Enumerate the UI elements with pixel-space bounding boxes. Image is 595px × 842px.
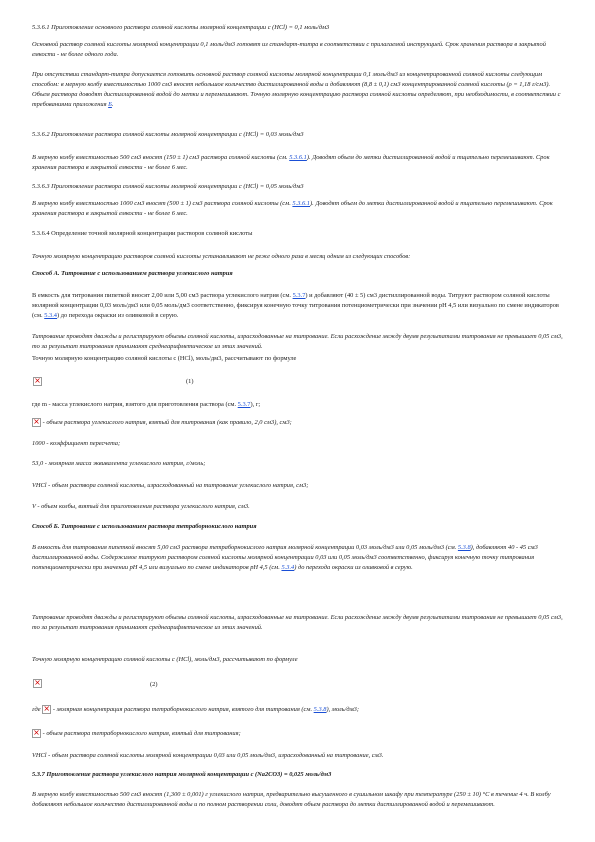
paragraph-method-b-procedure	[32, 543, 563, 573]
method-a-title: Способ А. Титрование с использованием раствора углекислого натрия	[32, 270, 233, 277]
section-heading-5-3-6-1: 5.3.6.1 Приготовление основного раствора соляной кислоты молярной концентрации с (HCl) = 0,1 моль/дм3	[32, 24, 330, 31]
link-5-3-8[interactable]: 5.3.8	[313, 706, 327, 713]
paragraph-text-end: .	[111, 101, 114, 108]
equation-number-1: (1)	[186, 378, 194, 385]
link-5-3-7[interactable]: 5.3.7	[237, 401, 251, 408]
definition-text: - объем раствора тетраборнокислого натрия, взятый для титрования;	[41, 730, 241, 737]
link-5-3-6-1[interactable]: 5.3.6.1	[292, 200, 310, 207]
link-5-3-6-1[interactable]: 5.3.6.1	[289, 154, 307, 161]
definition-text: - объем раствора углекислого натрия, взятый для титрования (как правило, 2,0 см3), см3;	[41, 419, 292, 426]
link-5-3-8[interactable]: 5.3.8	[457, 544, 471, 551]
paragraph-text-mid: ) и добавляют (40 ± 5) см3 дистиллированной воды. Титруют раствором соляной кислоты молярной концентрации 0,03 моль/дм3 или 0,05 моль/дм3 соответственно, фиксируя конечную точку титрования потенциометрически при значении pH 4,5 или визуально по смене индикаторов (см.	[32, 292, 559, 319]
paragraph-0-05-solution	[32, 199, 563, 219]
definition-volume-borax	[32, 729, 563, 739]
paragraph-concentrated-acid	[32, 70, 563, 110]
link-appendix-b[interactable]: Б	[108, 101, 112, 108]
link-5-3-4[interactable]: 5.3.4	[44, 312, 57, 319]
definition-coefficient: 1000 - коэффициент пересчета;	[32, 440, 121, 447]
formula-1-image-icon	[33, 377, 42, 386]
symbol-image-icon	[42, 705, 51, 714]
definition-volume-na2co3	[32, 418, 563, 428]
paragraph-standard-titer: Основной раствор соляной кислоты молярной концентрации 0,1 моль/дм3 готовят из стандарт-титра в соответствии с прилагаемой инструкцией. Срок хранения раствора в закрытой емкости - не более одного года.	[32, 41, 546, 58]
paragraph-text: В емкость для титрования пипеткой вносят 2,00 или 5,00 см3 раствора углекислого натрия (см.	[32, 292, 293, 299]
definition-volume-hcl: VHCl - объем раствора соляной кислоты, израсходованный на титрование углекислого натрия, см3;	[32, 482, 309, 489]
paragraph-0-03-solution	[32, 153, 563, 173]
section-heading-5-3-6-3: 5.3.6.3 Приготовление раствора соляной кислоты молярной концентрации с (HCl) = 0,05 моль/дм3	[32, 183, 304, 190]
paragraph-text: В мерную колбу вместимостью 1000 см3 вносят (500 ± 1) см3 раствора соляной кислоты (см.	[32, 200, 293, 207]
link-5-3-7[interactable]: 5.3.7	[292, 292, 306, 299]
paragraph-intro-methods: Точную молярную концентрацию растворов соляной кислоты устанавливают не реже одного раза в месяц одним из следующих способов:	[32, 253, 411, 260]
paragraph-where-m	[32, 400, 563, 410]
paragraph-text: В мерную колбу вместимостью 500 см3 вносят (150 ± 1) см3 раствора соляной кислоты (см.	[32, 154, 290, 161]
paragraph-text: где	[32, 706, 43, 713]
formula-2-image-icon	[33, 679, 42, 688]
definition-flask-volume: V - объем колбы, взятый для приготовления раствора углекислого натрия, см3.	[32, 503, 250, 510]
paragraph-text: В емкость для титрования пипеткой вносят 5,00 см3 раствора тетраборнокислого натрия молярной концентрации 0,03 моль/дм3 или 0,05 моль/дм3 (см.	[32, 544, 458, 551]
method-b-title: Способ Б. Титрование с использованием раствора тетраборнокислого натрия	[32, 523, 257, 530]
equation-number-2: (2)	[150, 681, 158, 688]
paragraph-text-mid: - молярная концентрация раствора тетраборнокислого натрия, взятого для титрования (см.	[51, 706, 314, 713]
section-heading-5-3-7: 5.3.7 Приготовление раствора углекислого натрия молярной концентрации с (Na2CO3) = 0,025 моль/дм3	[32, 771, 332, 778]
link-5-3-4[interactable]: 5.3.4	[281, 564, 295, 571]
paragraph-method-b-formula-intro: Точную молярную концентрацию соляной кислоты с (HCl), моль/дм3, рассчитывают по формуле	[32, 656, 298, 663]
paragraph-text-end: ) до перехода окраски из оливковой в серую.	[57, 312, 179, 319]
paragraph-text: При отсутствии стандарт-титра допускается готовить основной раствор соляной кислоты молярной концентрации 0,1 моль/дм3 из концентрированной соляной кислоты следующим способом: в мерную колбу вместимостью 1000 см3 вносят небольшое количество дистиллированной воды и добавляют (8,8 ± 0,1) см3 концентрированной соляной кислоты (ρ = 1,18 г/см3). Объем раствора доводят дистиллированной водой до метки и перемешивают. Точную молярную концентрацию раствора соляной кислоты определяют, при необходимости, в соответствии с требованиями приложения	[32, 71, 561, 108]
paragraph-text-mid: ), добавляют 40 - 45 см3 дистиллированной воды. Содержимое титруют раствором соляной кислоты молярной концентрации 0,03 или 0,05 моль/дм3 соответственно, фиксируя конечную точку титрования потенциометрически при значении pH 4,5 или визуально по смене индикаторов pH 4,5 (см.	[32, 544, 538, 571]
paragraph-text: где m - масса углекислого натрия, взятого для приготовления раствора (см.	[32, 401, 238, 408]
paragraph-method-a-repeat: Титрование проводят дважды и регистрируют объемы соляной кислоты, израсходованные на титрование. Если расхождение между двумя результатами титрования не превышает 0,05 см3, то за результат титрования принимают среднеарифметическое из этих значений.	[32, 333, 563, 350]
symbol-image-icon	[32, 729, 41, 738]
symbol-image-icon	[32, 418, 41, 427]
paragraph-text-end: ) до перехода окраски из оливковой в серую.	[294, 564, 413, 571]
paragraph-where-c	[32, 705, 563, 715]
paragraph-text-end: ). Доводят объем до метки дистиллированной водой и тщательно перемешивают. Срок хранения раствора в закрытой емкости - не более 6 мес.	[32, 154, 550, 171]
definition-molar-mass: 53,0 - молярная масса эквивалента углекислого натрия, г/моль;	[32, 460, 206, 467]
paragraph-method-a-procedure	[32, 291, 563, 321]
paragraph-text-end: ), г;	[250, 401, 261, 408]
paragraph-method-b-repeat: Титрование проводят дважды и регистрируют объемы соляной кислоты, израсходованные на титрование. Если расхождение между двумя результатами титрования не превышает 0,05 см3, то за результат титрования принимают среднеарифметическое из этих значений.	[32, 614, 563, 631]
paragraph-text-end: ), моль/дм3;	[326, 706, 359, 713]
paragraph-sodium-carbonate: В мерную колбу вместимостью 500 см3 вносят (1,300 ± 0,001) г углекислого натрия, предварительно высушенного в сушильном шкафу при температуре (250 ± 10) °С в течение 4 ч. В колбу добавляют небольшое количество дистиллированной воды и по полном растворении соли, доводят объем раствора до метки дистиллированной водой и перемешивают.	[32, 791, 551, 808]
paragraph-method-a-formula-intro: Точную молярную концентрацию соляной кислоты с (HCl), моль/дм3, рассчитывают по формуле	[32, 355, 297, 362]
section-heading-5-3-6-4: 5.3.6.4 Определение точной молярной концентрации растворов соляной кислоты	[32, 230, 253, 237]
section-heading-5-3-6-2: 5.3.6.2 Приготовление раствора соляной кислоты молярной концентрации с (HCl) = 0,03 моль/дм3	[32, 131, 304, 138]
paragraph-text-end: ). Доводят объем до метки дистиллированной водой и тщательно перемешивают. Срок хранения раствора в закрытой емкости - не более 6 мес.	[32, 200, 553, 217]
definition-volume-hcl: VHCl - объем раствора соляной кислоты молярной концентрации 0,03 или 0,05 моль/дм3, израсходованный на титрование, см3.	[32, 752, 384, 759]
